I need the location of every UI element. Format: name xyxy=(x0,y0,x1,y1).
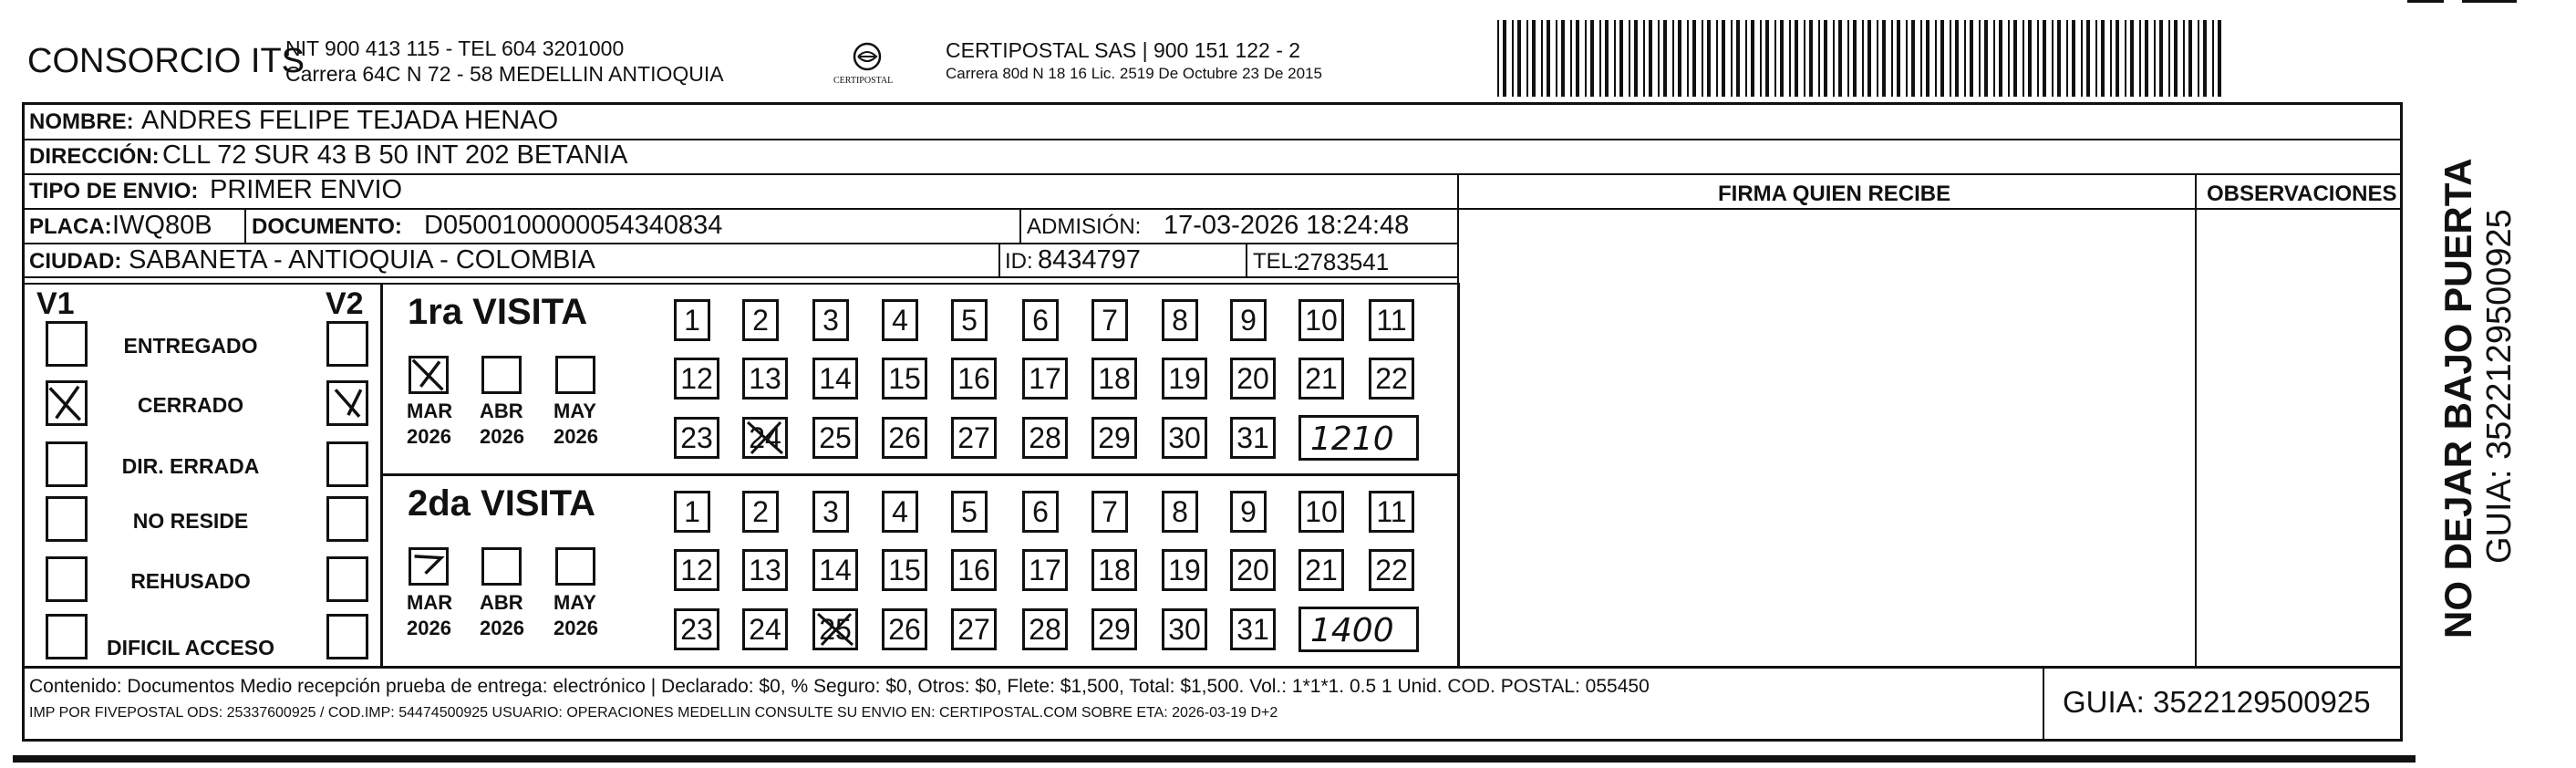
day-cell[interactable]: 14 xyxy=(812,549,858,591)
day-cell[interactable]: 6 xyxy=(1022,491,1059,533)
month-year: 2026 xyxy=(480,425,524,448)
day-cell[interactable]: 4 xyxy=(882,491,918,533)
month-year: 2026 xyxy=(407,617,451,639)
day-cell[interactable]: 4 xyxy=(882,299,918,341)
month-checkbox[interactable] xyxy=(409,547,449,586)
day-cell[interactable]: 16 xyxy=(951,549,997,591)
side-warning: NO DEJAR BAJO PUERTA xyxy=(2436,158,2479,638)
day-cell[interactable]: 15 xyxy=(882,549,927,591)
time-field[interactable] xyxy=(1298,415,1419,461)
day-cell[interactable]: 30 xyxy=(1162,417,1207,459)
day-cell[interactable]: 23 xyxy=(674,608,719,650)
day-cell[interactable]: 3 xyxy=(812,299,849,341)
month-label: MAR xyxy=(407,400,453,422)
day-cell[interactable]: 16 xyxy=(951,358,997,400)
day-cell[interactable]: 18 xyxy=(1091,358,1137,400)
barcode xyxy=(1497,20,2222,97)
day-cell[interactable]: 24 xyxy=(742,417,788,459)
footer-guide: GUIA: 3522129500925 xyxy=(2063,685,2371,719)
day-cell[interactable]: 1 xyxy=(674,491,710,533)
day-cell[interactable]: 19 xyxy=(1162,549,1207,591)
day-cell[interactable]: 2 xyxy=(742,491,779,533)
v2-checkbox[interactable] xyxy=(326,496,368,542)
day-cell[interactable]: 18 xyxy=(1091,549,1137,591)
v2-header: V2 xyxy=(326,286,364,321)
signature-header: FIRMA QUIEN RECIBE xyxy=(1718,182,1951,206)
day-cell[interactable]: 11 xyxy=(1369,491,1414,533)
day-cell[interactable]: 10 xyxy=(1298,299,1344,341)
day-cell[interactable]: 30 xyxy=(1162,608,1207,650)
tel-value: 2783541 xyxy=(1297,248,1390,275)
check-mark-icon xyxy=(411,358,446,391)
address-label: DIRECCIÓN: xyxy=(29,144,160,169)
v1-header: V1 xyxy=(36,286,75,321)
side-guide: GUIA: 3522129500925 xyxy=(2480,209,2519,564)
check-mark-icon xyxy=(329,383,366,423)
month-label: MAY xyxy=(553,591,596,614)
month-label: MAY xyxy=(553,400,596,422)
courier-address-line: Carrera 80d N 18 16 Lic. 2519 De Octubre 23 De 2015 xyxy=(946,65,1322,82)
day-cell[interactable]: 25 xyxy=(812,417,858,459)
day-cell[interactable]: 2 xyxy=(742,299,779,341)
v2-checkbox[interactable] xyxy=(326,556,368,602)
content-line: Contenido: Documentos Medio recepción prueba de entrega: electrónico | Declarado: $0, % Seguro: $0, Otros: $0, Flete: $1,500, Total: $1,500. Vol.: 1*1*1. 0.5 1 Unid. COD. POSTAL: 055450 xyxy=(29,676,1650,697)
day-cell[interactable]: 12 xyxy=(674,358,719,400)
company-name: CONSORCIO ITS xyxy=(27,42,305,80)
admission-label: ADMISIÓN: xyxy=(1027,214,1142,239)
day-cell[interactable]: 20 xyxy=(1230,549,1276,591)
ship-type-label: TIPO DE ENVIO: xyxy=(29,179,199,203)
month-year: 2026 xyxy=(553,617,598,639)
day-cell[interactable]: 19 xyxy=(1162,358,1207,400)
day-cell[interactable]: 11 xyxy=(1369,299,1414,341)
courier-line: CERTIPOSTAL SAS | 900 151 122 - 2 xyxy=(946,38,1301,62)
month-year: 2026 xyxy=(407,425,451,448)
day-cell[interactable]: 22 xyxy=(1369,358,1414,400)
ship-type: PRIMER ENVIO xyxy=(210,175,403,204)
day-cell[interactable]: 9 xyxy=(1230,491,1267,533)
imp-line: IMP POR FIVEPOSTAL ODS: 25337600925 / COD.IMP: 54474500925 USUARIO: OPERACIONES MEDELLIN CONSULTE SU ENVIO EN: CERTIPOSTAL.COM SOBRE ETA: 2026-03-19 D+2 xyxy=(29,705,1278,721)
month-year: 2026 xyxy=(480,617,524,639)
day-cell[interactable]: 27 xyxy=(951,608,997,650)
status-label: REHUSADO xyxy=(130,569,251,593)
month-label: MAR xyxy=(407,591,453,614)
day-cell[interactable]: 25 xyxy=(812,608,858,650)
document-value: D0500100000054340834 xyxy=(424,211,723,240)
day-cell[interactable]: 5 xyxy=(951,491,988,533)
v2-checkbox[interactable] xyxy=(326,321,368,367)
recipient-name: ANDRES FELIPE TEJADA HENAO xyxy=(141,106,559,135)
day-cell[interactable]: 21 xyxy=(1298,549,1344,591)
day-cell[interactable]: 20 xyxy=(1230,358,1276,400)
visit-title: 2da VISITA xyxy=(408,483,595,524)
v2-checkbox[interactable] xyxy=(326,380,368,426)
day-cell[interactable]: 5 xyxy=(951,299,988,341)
strike-mark-icon xyxy=(812,608,858,650)
day-cell[interactable]: 7 xyxy=(1091,491,1128,533)
day-cell[interactable]: 3 xyxy=(812,491,849,533)
day-cell[interactable]: 24 xyxy=(742,608,788,650)
day-cell[interactable]: 17 xyxy=(1022,358,1068,400)
document-label: DOCUMENTO: xyxy=(252,214,402,239)
company-address-line: Carrera 64C N 72 - 58 MEDELLIN ANTIOQUIA xyxy=(285,62,724,86)
strike-mark-icon xyxy=(742,417,788,459)
day-cell[interactable]: 17 xyxy=(1022,549,1068,591)
id-value: 8434797 xyxy=(1038,245,1141,275)
id-label: ID: xyxy=(1005,249,1033,274)
month-label: ABR xyxy=(480,400,523,422)
status-label: DIR. ERRADA xyxy=(121,454,260,478)
month-checkbox[interactable] xyxy=(555,356,595,394)
v2-checkbox[interactable] xyxy=(326,614,368,659)
day-cell[interactable]: 31 xyxy=(1230,608,1276,650)
certipostal-logo xyxy=(826,35,908,99)
city-label: CIUDAD: xyxy=(29,249,122,274)
day-cell[interactable]: 29 xyxy=(1091,417,1137,459)
day-cell[interactable]: 12 xyxy=(674,549,719,591)
day-cell[interactable]: 13 xyxy=(742,358,788,400)
day-cell[interactable]: 31 xyxy=(1230,417,1276,459)
check-mark-icon xyxy=(411,550,446,583)
visit-title: 1ra VISITA xyxy=(408,292,588,332)
day-cell[interactable]: 15 xyxy=(882,358,927,400)
time-field[interactable] xyxy=(1298,607,1419,652)
month-checkbox[interactable] xyxy=(481,547,522,586)
month-checkbox[interactable] xyxy=(481,356,522,394)
status-label: NO RESIDE xyxy=(132,509,249,533)
day-cell[interactable]: 26 xyxy=(882,417,927,459)
day-cell[interactable]: 22 xyxy=(1369,549,1414,591)
logo-caption: CERTIPOSTAL xyxy=(833,76,894,86)
status-label: ENTREGADO xyxy=(123,334,258,358)
day-cell[interactable]: 26 xyxy=(882,608,927,650)
tel-label: TEL: xyxy=(1253,249,1299,274)
day-cell[interactable]: 28 xyxy=(1022,608,1068,650)
day-cell[interactable]: 14 xyxy=(812,358,858,400)
city-value: SABANETA - ANTIOQUIA - COLOMBIA xyxy=(129,245,595,275)
status-label: DIFICIL ACCESO xyxy=(106,636,274,659)
name-label: NOMBRE: xyxy=(29,109,134,134)
status-label: CERRADO xyxy=(137,393,244,417)
observations-header: OBSERVACIONES xyxy=(2207,182,2397,206)
day-cell[interactable]: 6 xyxy=(1022,299,1059,341)
month-year: 2026 xyxy=(553,425,598,448)
day-cell[interactable]: 29 xyxy=(1091,608,1137,650)
month-checkbox[interactable] xyxy=(555,547,595,586)
v2-checkbox[interactable] xyxy=(326,441,368,487)
month-label: ABR xyxy=(480,591,523,614)
day-cell[interactable]: 27 xyxy=(951,417,997,459)
day-cell[interactable]: 21 xyxy=(1298,358,1344,400)
handwritten-time: 1210 xyxy=(1310,420,1394,458)
day-cell[interactable]: 23 xyxy=(674,417,719,459)
plate-value: IWQ80B xyxy=(112,211,212,240)
day-cell[interactable]: 1 xyxy=(674,299,710,341)
plate-label: PLACA: xyxy=(29,214,112,239)
day-cell[interactable]: 10 xyxy=(1298,491,1344,533)
handwritten-time: 1400 xyxy=(1310,612,1394,649)
day-cell[interactable]: 28 xyxy=(1022,417,1068,459)
day-cell[interactable]: 7 xyxy=(1091,299,1128,341)
company-nit-line: NIT 900 413 115 - TEL 604 3201000 xyxy=(285,36,625,60)
recipient-address: CLL 72 SUR 43 B 50 INT 202 BETANIA xyxy=(162,140,628,170)
day-cell[interactable]: 9 xyxy=(1230,299,1267,341)
day-cell[interactable]: 8 xyxy=(1162,491,1198,533)
admission-value: 17-03-2026 18:24:48 xyxy=(1164,211,1410,240)
day-cell[interactable]: 8 xyxy=(1162,299,1198,341)
day-cell[interactable]: 13 xyxy=(742,549,788,591)
certipostal-seal-icon xyxy=(826,35,908,99)
month-checkbox[interactable] xyxy=(409,356,449,394)
